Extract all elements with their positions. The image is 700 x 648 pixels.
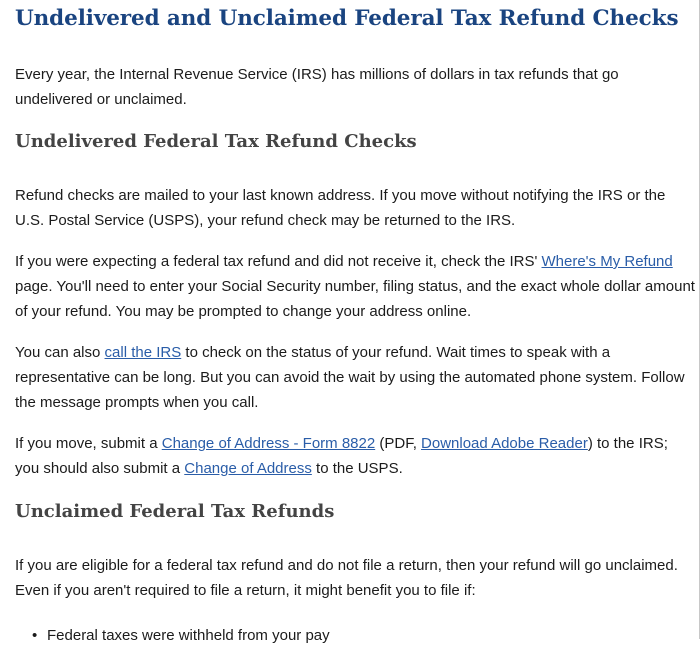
undelivered-paragraph-1: Refund checks are mailed to your last known address. If you move without notifying the IRS or the U.S. Postal Service (USPS), your refund check may be returned to the IRS. <box>15 187 666 229</box>
text-segment: If you move, submit a <box>15 435 162 452</box>
text-segment: to the USPS. <box>311 460 403 477</box>
text-segment: ) to the IRS; you should also submit a <box>15 435 668 477</box>
heading-unclaimed: Unclaimed Federal Tax Refunds <box>15 501 335 522</box>
wheres-my-refund-link[interactable]: Where's My Refund <box>541 253 673 270</box>
text-segment: (PDF, <box>375 435 422 452</box>
usps-change-of-address-link[interactable]: Change of Address <box>184 460 312 477</box>
text-segment: If you were expecting a federal tax refund and did not receive it, check the IRS' <box>15 253 542 270</box>
list-item <box>15 623 330 648</box>
text-segment: You can also <box>15 344 105 361</box>
change-of-address-form-8822-link[interactable]: Change of Address - Form 8822 <box>161 435 376 452</box>
call-the-irs-link[interactable]: call the IRS <box>104 344 182 361</box>
heading-undelivered: Undelivered Federal Tax Refund Checks <box>15 131 417 152</box>
unclaimed-paragraph-1: If you are eligible for a federal tax refund and do not file a return, then your refund will go unclaimed. Even if you aren't required to file a return, it might benefit you to file if: <box>15 557 678 599</box>
bullet-glyph: • <box>32 627 38 644</box>
text-segment: to check on the status of your refund. Wait times to speak with a representative can be long. But you can avoid the wait by using the automated phone system. Follow the message prompts when you call. <box>15 344 685 411</box>
undelivered-paragraph-4 <box>15 431 695 481</box>
unclaimed-conditions-list <box>15 623 330 648</box>
page-title: Undelivered and Unclaimed Federal Tax Refund Checks <box>15 6 679 31</box>
download-adobe-reader-link[interactable]: Download Adobe Reader <box>421 435 588 452</box>
text-segment: page. You'll need to enter your Social Security number, filing status, and the exact whole dollar amount of your refund. You may be prompted to change your address online. <box>15 278 695 320</box>
intro-paragraph: Every year, the Internal Revenue Service (IRS) has millions of dollars in tax refunds that go undelivered or unclaimed. <box>15 66 619 108</box>
undelivered-paragraph-3 <box>15 340 695 415</box>
list-item-text: Federal taxes were withheld from your pay <box>47 627 330 644</box>
undelivered-paragraph-2 <box>15 249 695 324</box>
